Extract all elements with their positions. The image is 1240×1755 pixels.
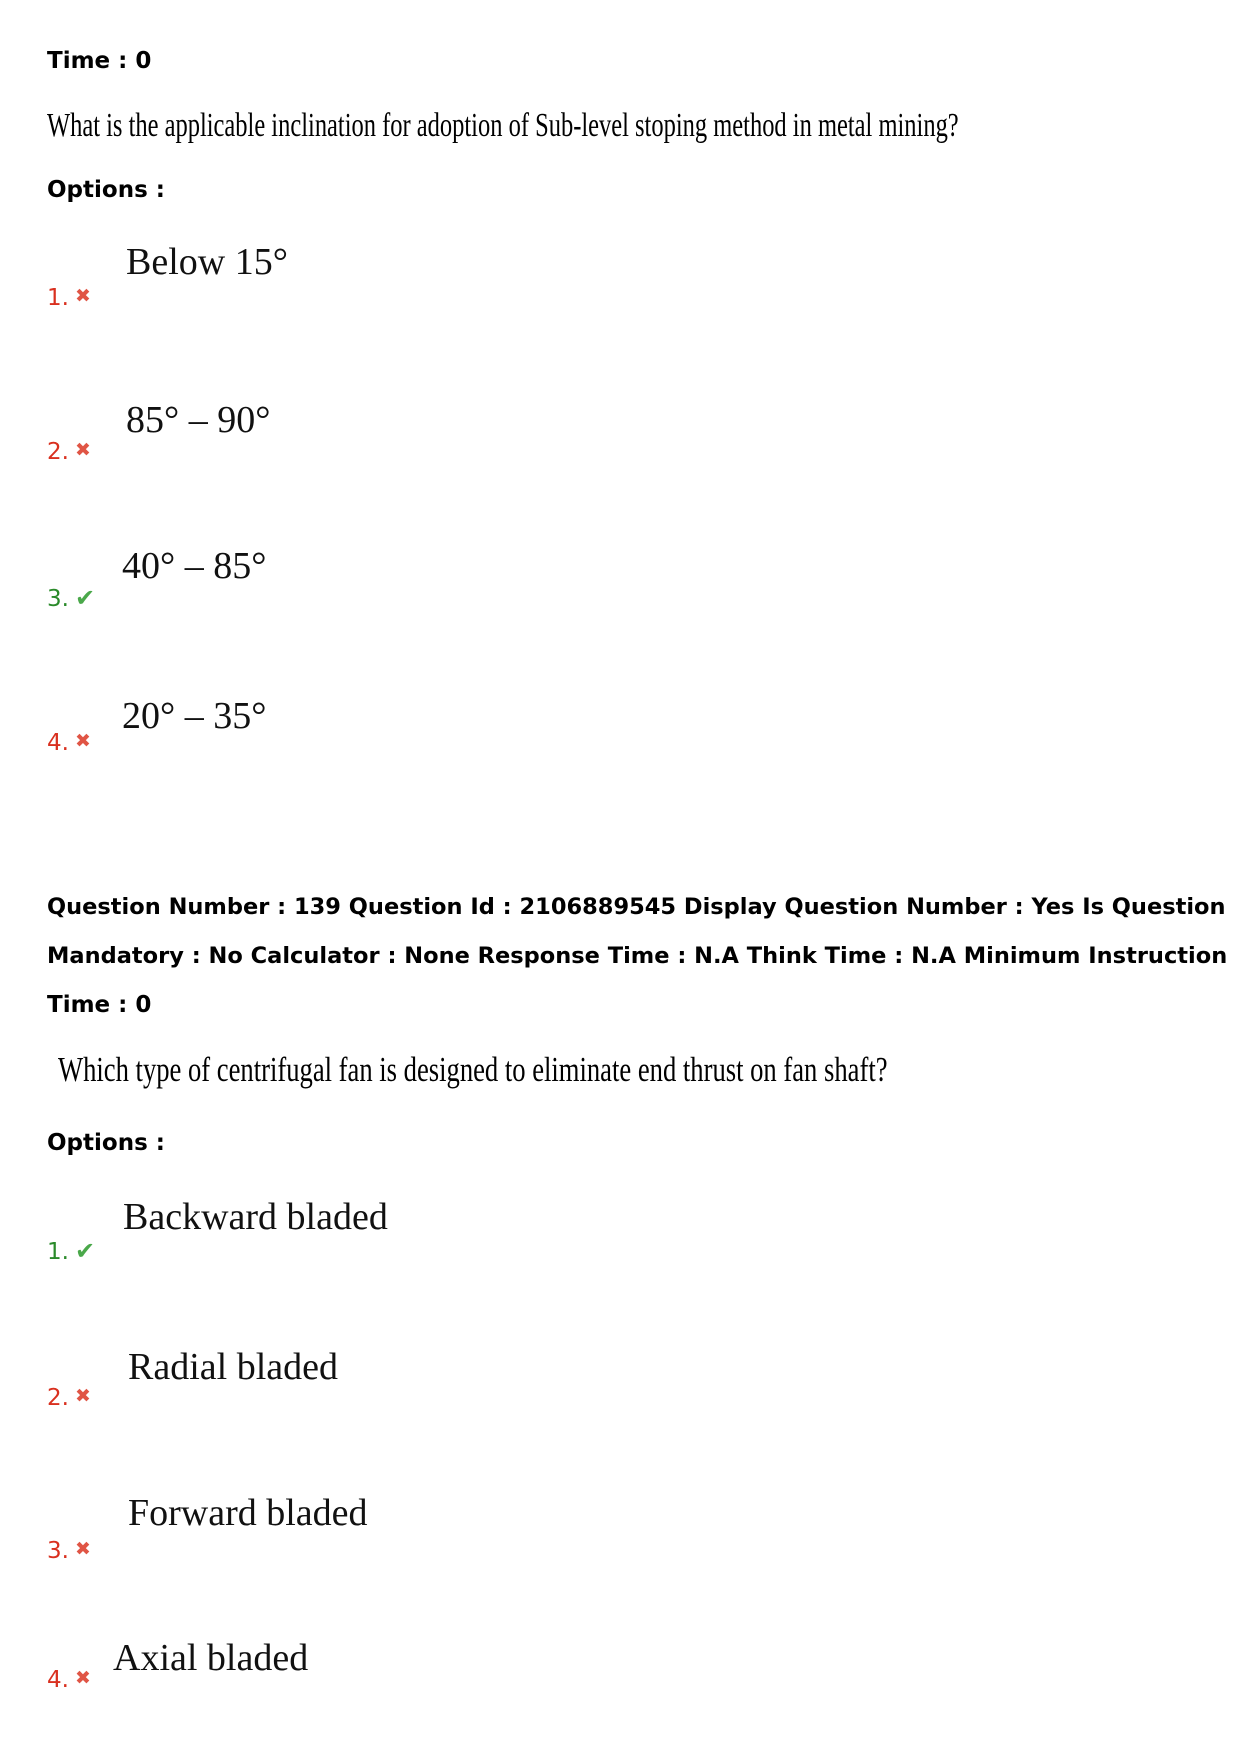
check-icon: ✔ (74, 584, 96, 612)
option-number: 3. ✖ (47, 1535, 91, 1565)
option-number: 3. ✔ (47, 584, 96, 612)
option-text: 85° – 90° (126, 399, 271, 441)
cross-icon: ✖ (74, 1385, 91, 1407)
option-text: 40° – 85° (122, 545, 267, 587)
option-text: Below 15° (126, 241, 288, 283)
cross-icon: ✖ (74, 285, 91, 307)
cross-icon: ✖ (74, 439, 91, 461)
option-number: 2. ✖ (47, 1382, 91, 1412)
option-number: 4. ✖ (47, 1664, 91, 1694)
cross-icon: ✖ (74, 730, 91, 752)
option-number: 1. ✔ (47, 1237, 96, 1265)
option-number: 4. ✖ (47, 727, 91, 757)
option-text: Radial bladed (128, 1346, 338, 1388)
option-text: Axial bladed (113, 1637, 309, 1679)
question-text: What is the applicable inclination for adoption of Sub-level stoping method in metal mining? (47, 107, 959, 144)
option-text: Backward bladed (123, 1196, 388, 1238)
question-meta-line1: Question Number : 139 Question Id : 2106889545 Display Question Number : Yes Is Question (47, 894, 1226, 920)
cross-icon: ✖ (74, 1538, 91, 1560)
option-number: 1. ✖ (47, 282, 91, 312)
option-text: Forward bladed (128, 1492, 368, 1534)
time-label: Time : 0 (47, 992, 152, 1018)
time-label: Time : 0 (47, 48, 152, 74)
question-meta-line2: Mandatory : No Calculator : None Response Time : N.A Think Time : N.A Minimum Instruction (47, 943, 1228, 969)
options-label: Options : (47, 1130, 165, 1156)
options-label: Options : (47, 177, 165, 203)
question-text: Which type of centrifugal fan is designed to eliminate end thrust on fan shaft? (58, 1050, 888, 1089)
check-icon: ✔ (74, 1237, 96, 1265)
cross-icon: ✖ (74, 1667, 91, 1689)
option-number: 2. ✖ (47, 436, 91, 466)
option-text: 20° – 35° (122, 695, 267, 737)
